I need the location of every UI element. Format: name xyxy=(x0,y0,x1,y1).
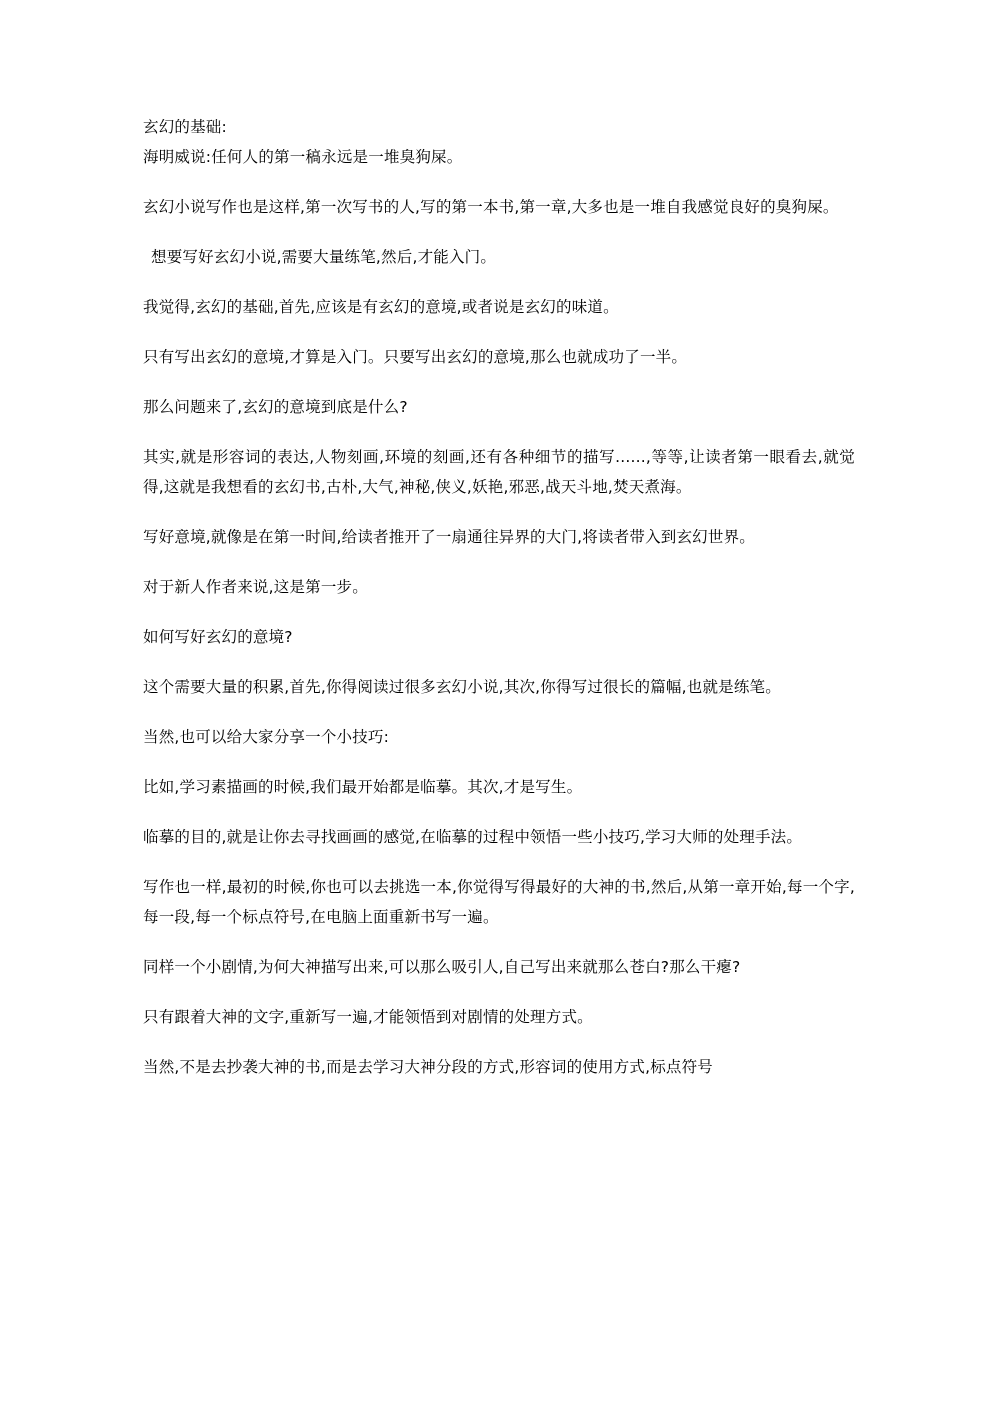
paragraph: 同样一个小剧情,为何大神描写出来,可以那么吸引人,自己写出来就那么苍白?那么干瘪? xyxy=(143,958,741,976)
paragraph: 想要写好玄幻小说,需要大量练笔,然后,才能入门。 xyxy=(151,248,497,266)
paragraph: 写作也一样,最初的时候,你也可以去挑选一本,你觉得写得最好的大神的书,然后,从第一章开始,每一个字,每一段,每一个标点符号,在电脑上面重新书写一遍。 xyxy=(143,878,855,926)
paragraph: 当然,也可以给大家分享一个小技巧: xyxy=(143,728,390,746)
paragraph: 写好意境,就像是在第一时间,给读者推开了一扇通往异界的大门,将读者带入到玄幻世界。 xyxy=(143,528,755,546)
paragraph: 如何写好玄幻的意境? xyxy=(143,628,293,646)
paragraph: 玄幻小说写作也是这样,第一次写书的人,写的第一本书,第一章,大多也是一堆自我感觉良好的臭狗屎。 xyxy=(143,198,839,216)
paragraph: 只有写出玄幻的意境,才算是入门。只要写出玄幻的意境,那么也就成功了一半。 xyxy=(143,348,688,366)
paragraph: 我觉得,玄幻的基础,首先,应该是有玄幻的意境,或者说是玄幻的味道。 xyxy=(143,298,619,316)
document-body xyxy=(143,112,855,1102)
paragraph: 对于新人作者来说,这是第一步。 xyxy=(143,578,368,596)
paragraph: 只有跟着大神的文字,重新写一遍,才能领悟到对剧情的处理方式。 xyxy=(143,1008,593,1026)
paragraph: 海明威说:任何人的第一稿永远是一堆臭狗屎。 xyxy=(143,148,463,166)
paragraph: 那么问题来了,玄幻的意境到底是什么? xyxy=(143,398,408,416)
paragraph: 比如,学习素描画的时候,我们最开始都是临摹。其次,才是写生。 xyxy=(143,778,583,796)
paragraph: 临摹的目的,就是让你去寻找画画的感觉,在临摹的过程中领悟一些小技巧,学习大师的处理手法。 xyxy=(143,828,803,846)
paragraph: 这个需要大量的积累,首先,你得阅读过很多玄幻小说,其次,你得写过很长的篇幅,也就是练笔。 xyxy=(143,678,781,696)
paragraph: 其实,就是形容词的表达,人物刻画,环境的刻画,还有各种细节的描写......,等等,让读者第一眼看去,就觉得,这就是我想看的玄幻书,古朴,大气,神秘,侠义,妖艳,邪恶,战天斗地,焚天煮海。 xyxy=(143,448,855,496)
paragraph: 当然,不是去抄袭大神的书,而是去学习大神分段的方式,形容词的使用方式,标点符号 xyxy=(143,1058,714,1076)
paragraph: 玄幻的基础: xyxy=(143,118,227,136)
